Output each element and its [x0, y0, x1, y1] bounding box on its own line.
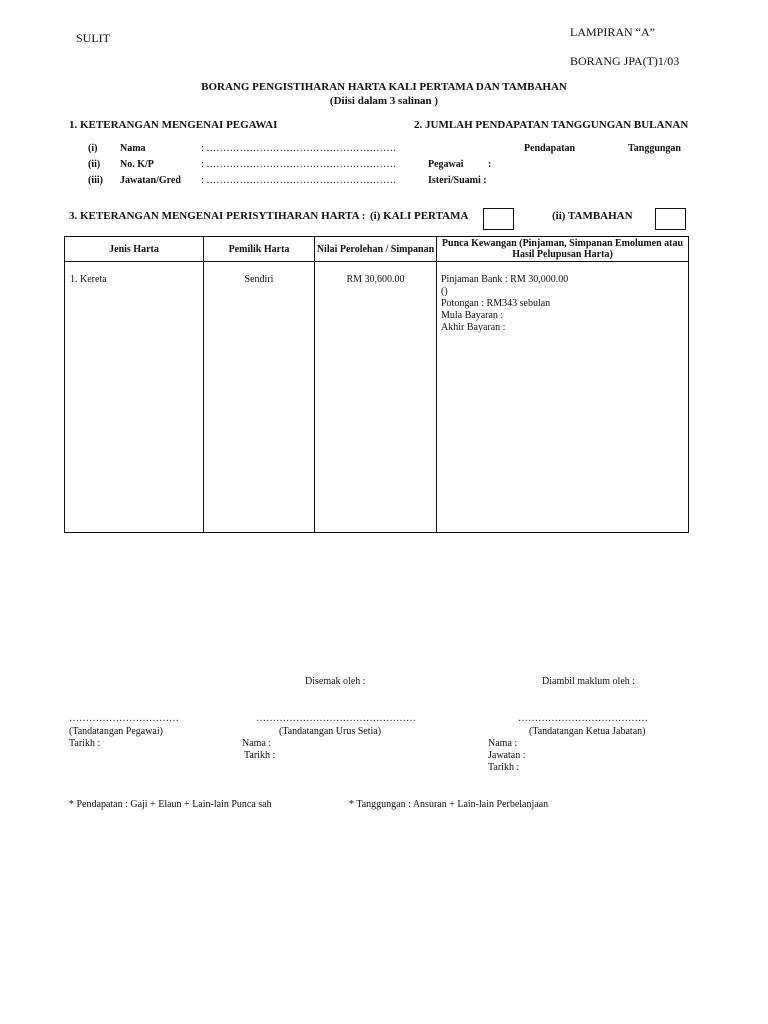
ketua-tarikh-label: Tarikh : [488, 762, 520, 773]
punca-line-3: Potongan : RM343 sebulan [441, 298, 551, 309]
pegawai-signature-line[interactable]: …………………………… [69, 713, 179, 724]
cell-jenis[interactable]: 1. Kereta [65, 262, 204, 533]
kp-field[interactable]: : ………………………………………………… [201, 159, 397, 170]
punca-line-4: Mula Bayaran : [441, 310, 504, 321]
header-jenis-harta: Jenis Harta [65, 237, 204, 262]
tanggungan-col-label: Tanggungan [628, 143, 681, 154]
isteri-row-label: Isteri/Suami : [428, 175, 487, 186]
table-row [65, 262, 689, 533]
urus-setia-tarikh-label: Tarikh : [244, 750, 276, 761]
ketua-signature-line[interactable]: ………………………………… [518, 713, 648, 724]
punca-line-1: Pinjaman Bank : RM 30,000.00 [441, 274, 569, 285]
nama-field[interactable]: : ………………………………………………… [201, 143, 397, 154]
harta-table [64, 236, 689, 533]
section1-num-3: (iii) [88, 175, 103, 186]
urus-setia-signature-caption: (Tandatangan Urus Setia) [279, 726, 382, 737]
urus-setia-signature-line[interactable]: ………………………………………… [256, 713, 416, 724]
cell-punca[interactable] [437, 262, 689, 533]
section2-heading: 2. JUMLAH PENDAPATAN TANGGUNGAN BULANAN [414, 119, 689, 131]
cell-pemilik[interactable]: Sendiri [204, 262, 315, 533]
footnote-pendapatan: * Pendapatan : Gaji + Elaun + Lain-lain Punca sah [69, 799, 272, 810]
section1-num-1: (i) [88, 143, 98, 154]
header-punca-kewangan: Punca Kewangan (Pinjaman, Simpanan Emolumen atau Hasil Pelupusan Harta) [437, 237, 689, 262]
section1-num-2: (ii) [88, 159, 101, 170]
kali-pertama-label: (i) KALI PERTAMA [370, 210, 469, 222]
ketua-nama-label: Nama : [488, 738, 518, 749]
form-subtitle: (Diisi dalam 3 salinan ) [329, 95, 439, 107]
section1-label-jawatan: Jawatan/Gred [120, 175, 181, 186]
pegawai-signature-caption: (Tandatangan Pegawai) [69, 726, 163, 737]
pegawai-row-colon: : [488, 159, 492, 170]
form-title: BORANG PENGISTIHARAN HARTA KALI PERTAMA DAN TAMBAHAN [201, 81, 567, 93]
diambil-label: Diambil maklum oleh : [542, 676, 636, 687]
punca-line-2: () [441, 286, 448, 297]
urus-setia-nama-label: Nama : [242, 738, 272, 749]
kali-pertama-checkbox[interactable] [483, 208, 514, 230]
borang-code: BORANG JPA(T)1/03 [570, 54, 680, 68]
tambahan-checkbox[interactable] [655, 208, 686, 230]
ketua-jawatan-label: Jawatan : [488, 750, 526, 761]
tambahan-label: (ii) TAMBAHAN [552, 210, 633, 222]
section1-label-kp: No. K/P [120, 159, 154, 170]
table-header-row [65, 237, 689, 262]
disemak-label: Disemak oleh : [305, 676, 366, 687]
lampiran-label: LAMPIRAN “A” [570, 25, 655, 39]
sulit-label: SULIT [76, 31, 110, 45]
jawatan-field[interactable]: : ………………………………………………… [201, 175, 397, 186]
header-pemilik-harta: Pemilik Harta [204, 237, 315, 262]
punca-line-5: Akhir Bayaran : [441, 322, 506, 333]
pegawai-tarikh-label: Tarikh : [69, 738, 101, 749]
section3-heading: 3. KETERANGAN MENGENAI PERISYTIHARAN HARTA : [69, 210, 366, 222]
section1-label-nama: Nama [120, 143, 146, 154]
pendapatan-col-label: Pendapatan [524, 143, 576, 154]
footnote-tanggungan: * Tanggungan : Ansuran + Lain-lain Perbelanjaan [349, 799, 549, 810]
cell-nilai[interactable]: RM 30,600.00 [315, 262, 437, 533]
ketua-signature-caption: (Tandatangan Ketua Jabatan) [529, 726, 646, 737]
pegawai-row-label: Pegawai [428, 159, 464, 170]
header-nilai-perolehan: Nilai Perolehan / Simpanan [315, 237, 437, 262]
section1-heading: 1. KETERANGAN MENGENAI PEGAWAI [69, 119, 278, 131]
